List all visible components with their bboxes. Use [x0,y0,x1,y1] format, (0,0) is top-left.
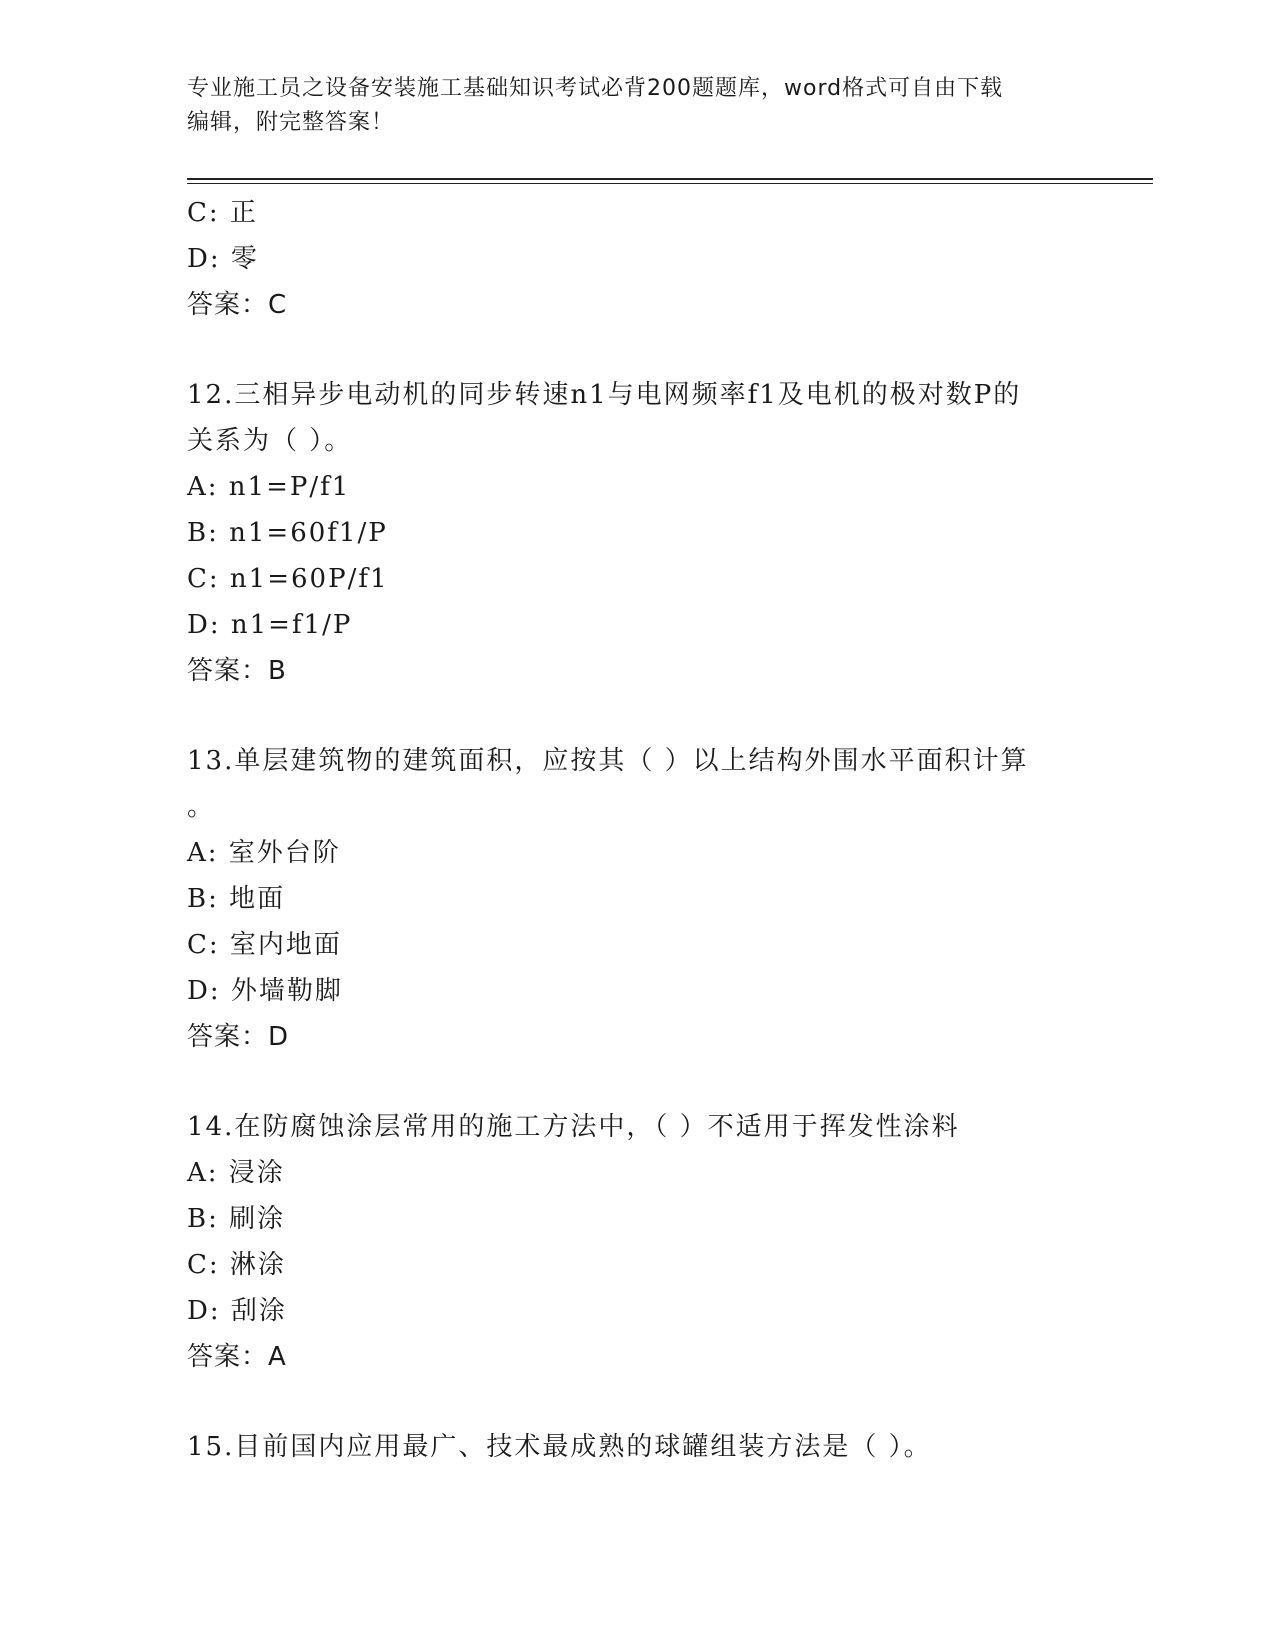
option-d: D: n1=f1/P [187,610,353,640]
option-c: C: 正 [187,198,258,228]
question-text-line-2: 。 [187,792,214,822]
question-text-line-2: 关系为（ ）。 [187,426,353,456]
option-b: B: 刷涂 [187,1204,286,1234]
option-c: C: 室内地面 [187,930,342,960]
document-header [187,72,1067,140]
option-a: A: 浸涂 [187,1158,285,1188]
answer-line: 答案：B [187,656,287,686]
question-12 [187,372,1087,694]
option-a: A: n1=P/f1 [187,472,351,502]
option-d: D: 外墙勒脚 [187,976,343,1006]
question-text-line-1: 14.在防腐蚀涂层常用的施工方法中，（ ）不适用于挥发性涂料 [187,1112,960,1142]
answer-line: 答案：D [187,1022,290,1052]
option-b: B: 地面 [187,884,286,914]
option-a: A: 室外台阶 [187,838,341,868]
question-13 [187,738,1087,1060]
question-11 [187,190,1087,328]
question-list [187,190,1087,1470]
option-d: D: 刮涂 [187,1296,287,1326]
header-title-line-2: 编辑，附完整答案！ [187,110,395,135]
question-text-line-1: 13.单层建筑物的建筑面积，应按其（ ）以上结构外围水平面积计算 [187,746,1029,776]
option-b: B: n1=60f1/P [187,518,388,548]
answer-line: 答案：A [187,1342,287,1372]
question-14 [187,1104,1087,1380]
option-c: C: n1=60P/f1 [187,564,389,594]
header-divider-thin [187,183,1153,184]
header-divider-thick [187,178,1153,180]
option-c: C: 淋涂 [187,1250,286,1280]
header-title-line-1: 专业施工员之设备安装施工基础知识考试必背200题题库，word格式可自由下载 [187,76,1004,101]
answer-line: 答案：C [187,290,288,320]
question-text-line-1: 12.三相异步电动机的同步转速n1与电网频率f1及电机的极对数P的 [187,380,1022,410]
question-text-line-1: 15.目前国内应用最广、技术最成熟的球罐组装方法是（ ）。 [187,1432,932,1462]
question-15 [187,1424,1087,1470]
option-d: D: 零 [187,244,259,274]
